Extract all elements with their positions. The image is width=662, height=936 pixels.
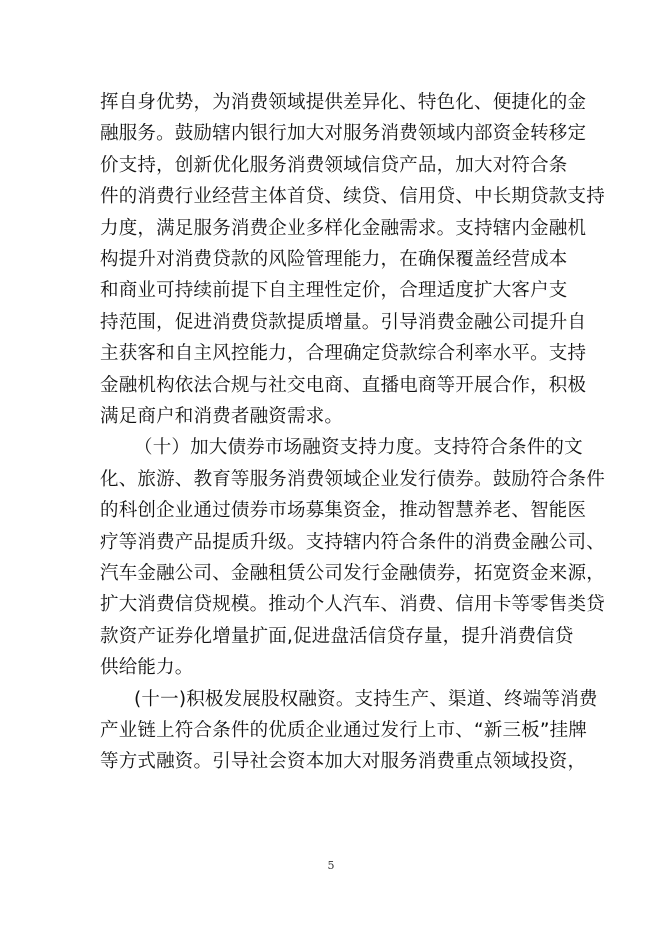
paragraph-1-line-11: 满足商户和消费者融资需求。 (100, 406, 344, 427)
paragraph-1-line-8: 持范围，促进消费贷款提质增量。引导消费金融公司提升自 (100, 312, 587, 333)
paragraph-2-line-5: 汽车金融公司、金融租赁公司发行金融债券，拓宽资金来源， (100, 563, 605, 584)
paragraph-2-line-2: 化、旅游、教育等服务消费领域企业发行债券。鼓励符合条件 (100, 469, 605, 490)
page-number: 5 (327, 859, 335, 872)
paragraph-2-line-8: 供给能力。 (100, 657, 194, 678)
paragraph-2-line-3: 的科创企业通过债券市场募集资金，推动智慧养老、智能医 (100, 500, 587, 521)
paragraph-3-line-1: (十一)积极发展股权融资。支持生产、渠道、终端等消费 (134, 689, 598, 710)
paragraph-1-line-7: 和商业可持续前提下自主理性定价，合理适度扩大客户支 (100, 280, 568, 301)
paragraph-2-line-6: 扩大消费信贷规模。推动个人汽车、消费、信用卡等零售类贷 (100, 594, 605, 615)
paragraph-1-line-9: 主获客和自主风控能力，合理确定贷款综合利率水平。支持 (100, 343, 587, 364)
paragraph-1-line-4: 件的消费行业经营主体首贷、续贷、信用贷、中长期贷款支持 (100, 186, 605, 207)
paragraph-2-line-4: 疗等消费产品提质升级。支持辖内符合条件的消费金融公司、 (100, 532, 605, 553)
paragraph-2-line-1: （十）加大债券市场融资支持力度。支持符合条件的文 (134, 437, 583, 458)
paragraph-3-line-3: 等方式融资。引导社会资本加大对服务消费重点领域投资， (100, 751, 587, 772)
paragraph-1-line-1: 挥自身优势，为消费领域提供差异化、特色化、便捷化的金 (100, 92, 587, 113)
paragraph-3-line-2: 产业链上符合条件的优质企业通过发行上市、“新三板”挂牌 (100, 720, 588, 741)
paragraph-1-line-2: 融服务。鼓励辖内银行加大对服务消费领域内部资金转移定 (100, 123, 587, 144)
paragraph-1-line-6: 构提升对消费贷款的风险管理能力，在确保覆盖经营成本 (100, 249, 568, 270)
paragraph-2-line-7: 款资产证券化增量扩面,促进盘活信贷存量，提升消费信贷 (100, 626, 574, 647)
paragraph-1-line-5: 力度，满足服务消费企业多样化金融需求。支持辖内金融机 (100, 218, 587, 239)
paragraph-1-line-3: 价支持，创新优化服务消费领域信贷产品，加大对符合条 (100, 155, 568, 176)
paragraph-1-line-10: 金融机构依法合规与社交电商、直播电商等开展合作，积极 (100, 375, 587, 396)
